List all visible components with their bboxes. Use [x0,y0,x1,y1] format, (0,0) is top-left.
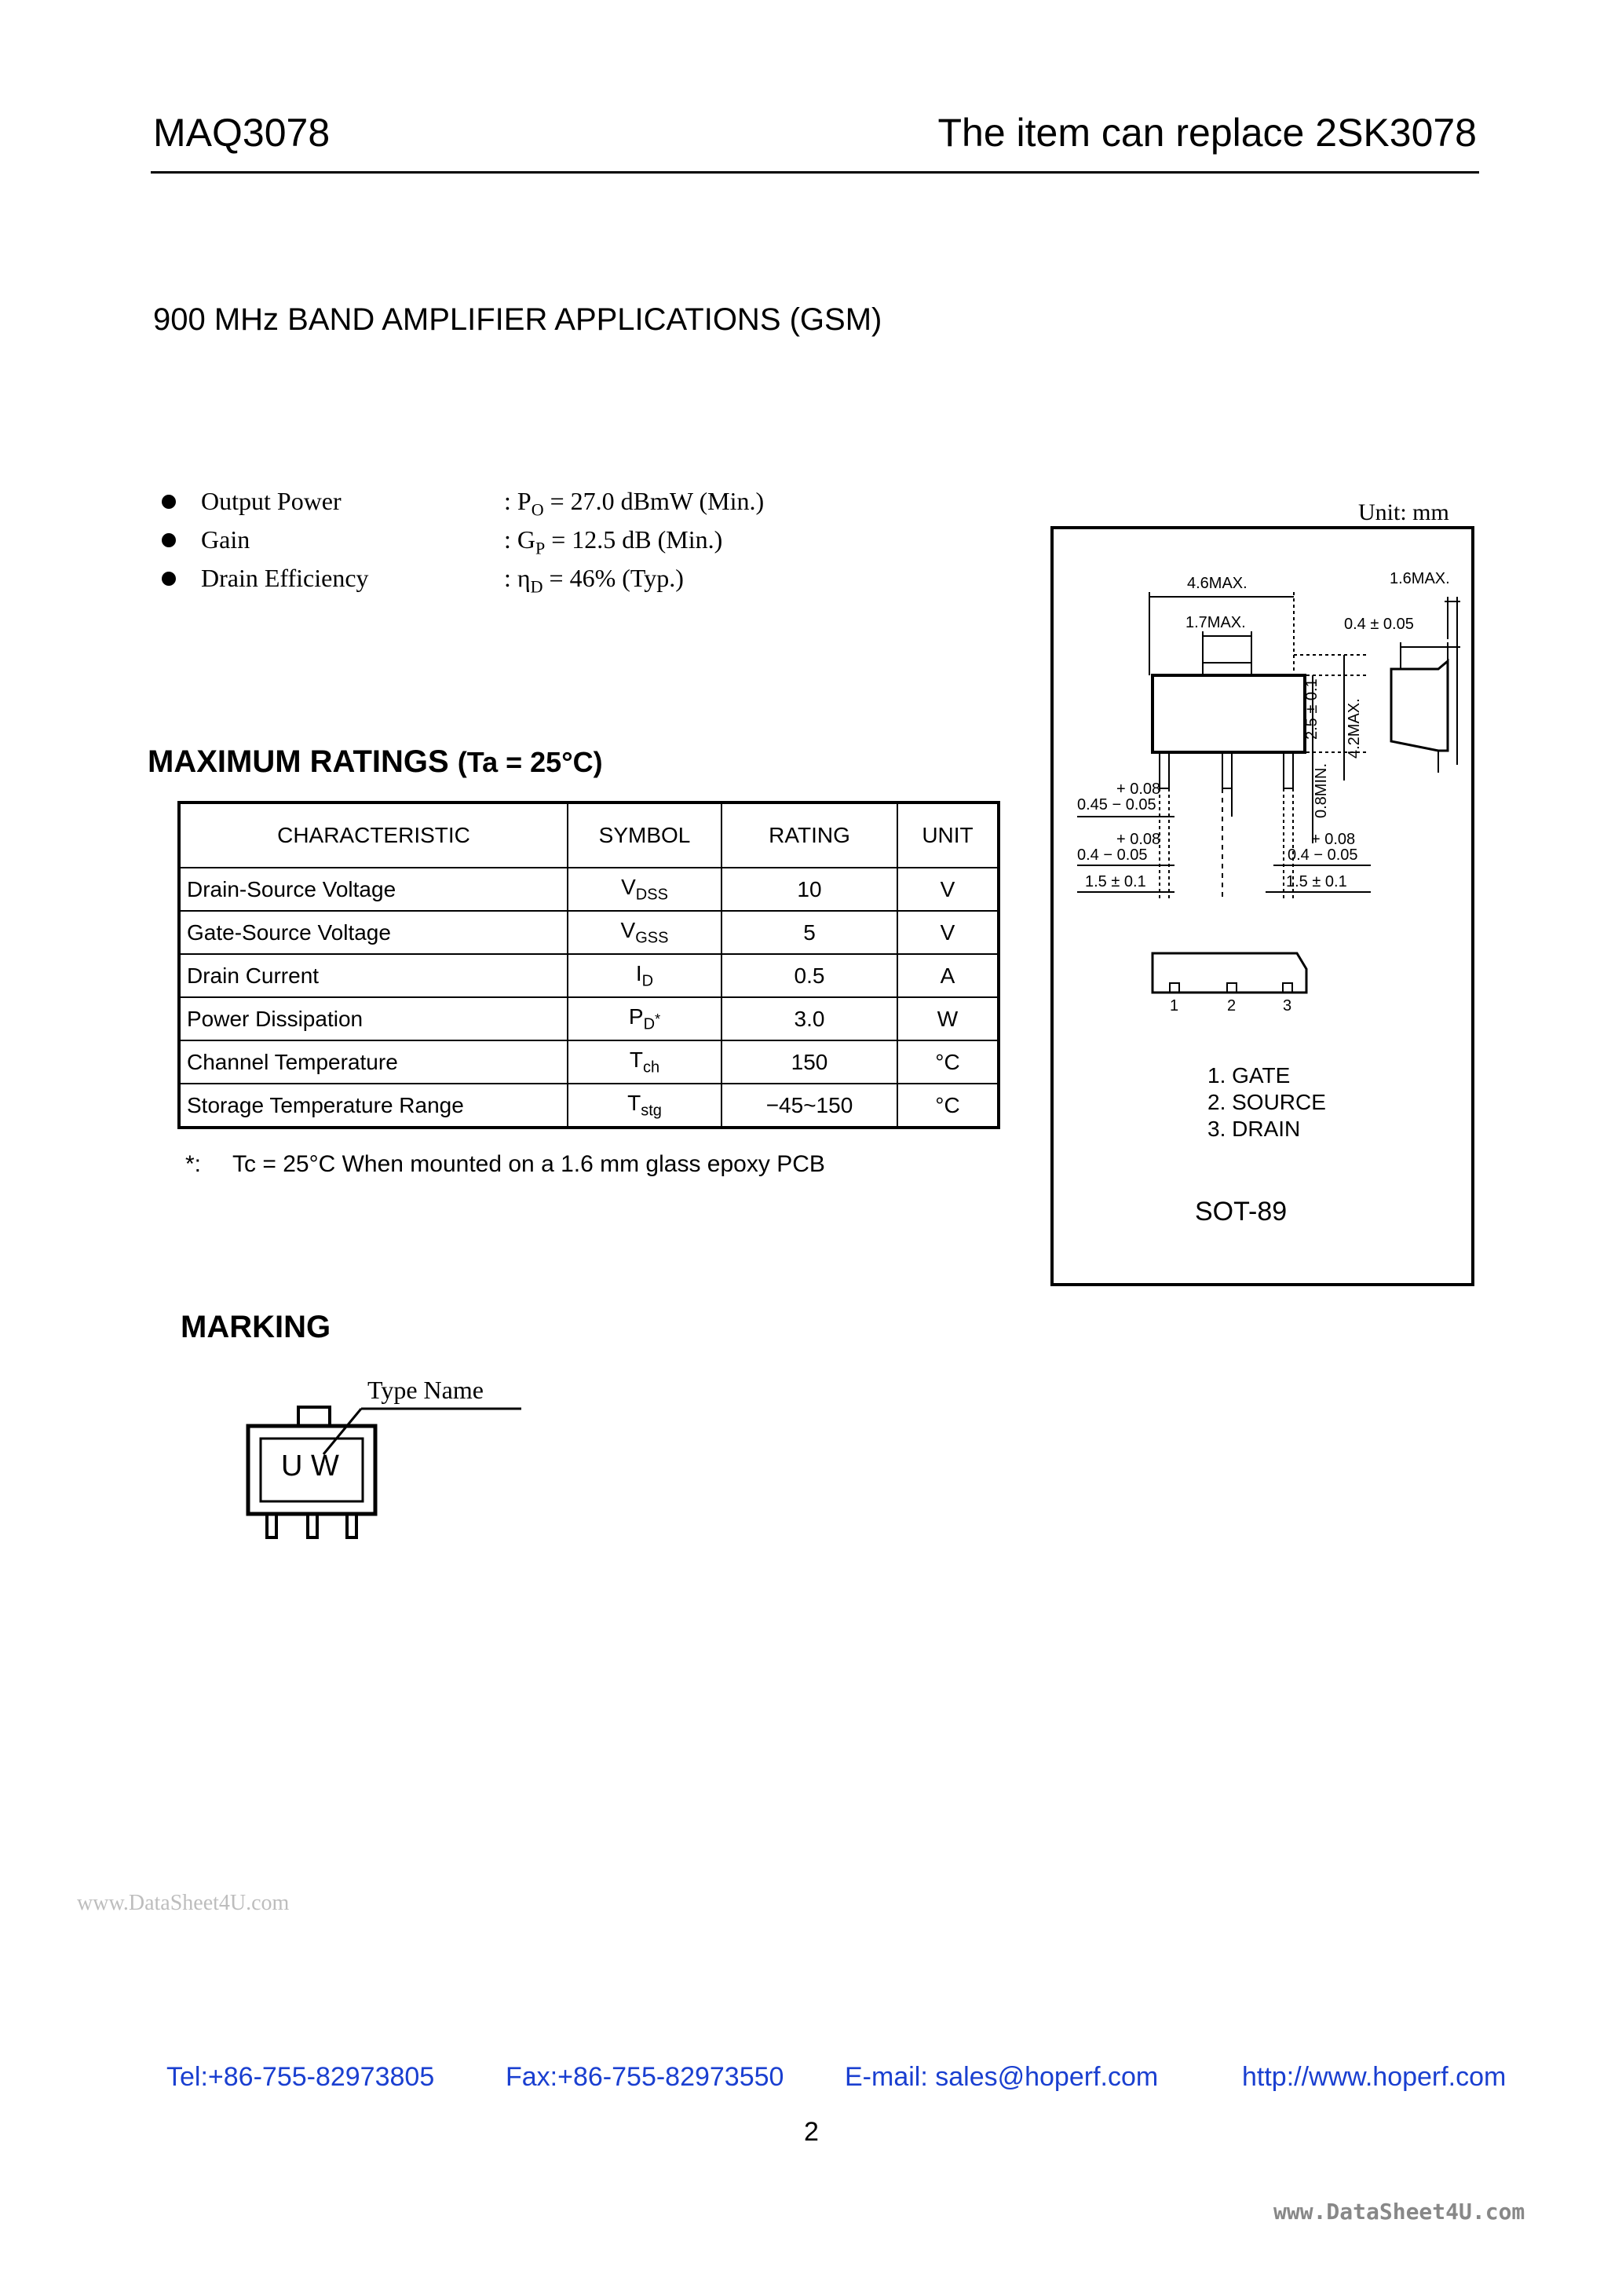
table-row [179,1084,999,1128]
dim-thickness-max: 1.6MAX. [1390,570,1450,587]
table-cell: $I_D$ [568,954,721,997]
table-row [179,868,999,911]
table-cell: Drain-Source Voltage [179,868,568,911]
table-row [179,911,999,954]
table-cell: °C [897,1040,999,1084]
table-row [179,997,999,1040]
table-header: UNIT [897,803,999,868]
max-ratings-table [177,801,1000,1129]
feature-value: : $\eta_D = 46\%$ (Typ.) [504,564,684,597]
table-cell: Channel Temperature [179,1040,568,1084]
pin-number: 1 [1170,997,1179,1015]
table-cell: Gate-Source Voltage [179,911,568,954]
table-cell: $V_{DSS}$ [568,868,721,911]
feature-value: : $G_P = 12.5$ dB (Min.) [504,525,723,558]
dim-center-lead-tol-top: + 0.08 [1116,781,1161,798]
pin-number: 3 [1283,997,1292,1015]
table-header: RATING [721,803,897,868]
marking-code: U W [281,1450,339,1483]
table-cell: V [897,911,999,954]
watermark-text: www.DataSheet4U.com [77,1891,290,1915]
footer-fax: Fax:+86-755-82973550 [506,2062,784,2092]
dim-tab-max: 1.7MAX. [1185,614,1246,631]
table-cell: 0.5 [721,954,897,997]
bullet-icon [162,495,176,509]
max-ratings-title: MAXIMUM RATINGS (Ta = 25°C) [148,744,603,779]
watermark-text: www.DataSheet4U.com [1273,2199,1525,2225]
table-cell: $T_{ch}$ [568,1040,721,1084]
dim-right-lead-tol: 0.4 − 0.05 [1288,846,1358,864]
package-drawing [1054,529,1471,1283]
marking-title: MARKING [181,1310,331,1344]
unit-label: Unit: mm [1358,499,1449,525]
package-outline-box [1050,526,1474,1286]
page-number: 2 [804,2117,819,2147]
table-header: CHARACTERISTIC [179,803,568,868]
doc-part-number: MAQ3078 [153,111,331,155]
feature-label: Drain Efficiency [201,564,369,592]
table-cell: W [897,997,999,1040]
pin-function: 1. GATE [1207,1063,1291,1088]
dim-lead-thickness: 0.4 ± 0.05 [1344,616,1414,633]
dim-height-max: 4.2MAX. [1346,698,1363,759]
table-row [179,954,999,997]
doc-replacement-note: The item can replace 2SK3078 [937,111,1477,155]
dim-body-height: 2.5 ± 0.1 [1303,678,1321,740]
footer-email-link[interactable]: E-mail: sales@hoperf.com [845,2062,1159,2092]
footer-tel: Tel:+86-755-82973805 [166,2062,435,2092]
table-cell: 3.0 [721,997,897,1040]
pin-number: 2 [1227,997,1237,1015]
table-cell: Drain Current [179,954,568,997]
dim-width-max: 4.6MAX. [1187,575,1248,592]
table-cell: 10 [721,868,897,911]
application-title: 900 MHz BAND AMPLIFIER APPLICATIONS (GSM) [153,302,882,337]
bullet-icon [162,572,176,586]
dim-pitch-right: 1.5 ± 0.1 [1286,873,1347,890]
header-rule [151,171,1479,174]
dim-pitch-left: 1.5 ± 0.1 [1085,873,1146,890]
table-cell: −45~150 [721,1084,897,1128]
pin-function: 3. DRAIN [1207,1117,1301,1141]
feature-label: Gain [201,525,250,554]
table-cell: A [897,954,999,997]
table-cell: V [897,868,999,911]
marking-drawing [236,1390,534,1547]
type-name-label: Type Name [367,1376,484,1404]
dim-lead-min: 0.8MIN. [1313,762,1330,818]
pin-function: 2. SOURCE [1207,1090,1326,1114]
table-cell: $V_{GSS}$ [568,911,721,954]
feature-value: : $P_O = 27.0$ dBmW (Min.) [504,487,765,520]
table-cell: 5 [721,911,897,954]
table-cell: Power Dissipation [179,997,568,1040]
dim-center-lead-tol: 0.45 − 0.05 [1077,796,1156,813]
dim-left-lead-tol-top: + 0.08 [1116,831,1161,848]
dim-right-lead-tol-top: + 0.08 [1311,831,1356,848]
table-row [179,1040,999,1084]
table-cell: $P_D*$ [568,997,721,1040]
package-name: SOT-89 [1195,1197,1288,1227]
table-cell: Storage Temperature Range [179,1084,568,1128]
table-header: SYMBOL [568,803,721,868]
table-cell: $T_{stg}$ [568,1084,721,1128]
table-header-row [179,803,999,868]
table-cell: °C [897,1084,999,1128]
bullet-icon [162,533,176,547]
table-footnote: *: Tc = 25°C When mounted on a 1.6 mm glass epoxy PCB [185,1151,825,1177]
table-cell: 150 [721,1040,897,1084]
footer-web-link[interactable]: http://www.hoperf.com [1242,2062,1507,2092]
feature-label: Output Power [201,487,342,515]
dim-left-lead-tol: 0.4 − 0.05 [1077,846,1148,864]
